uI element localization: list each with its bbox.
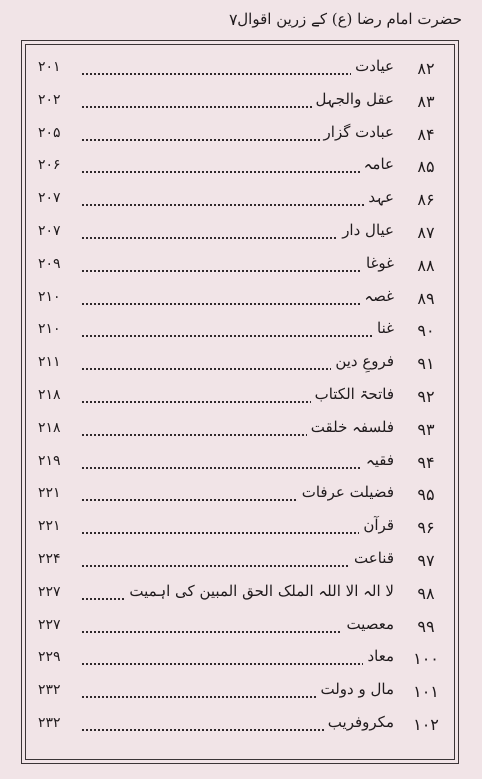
page-reference: ۲۲۹: [38, 649, 61, 666]
page-reference: ۲۱۸: [38, 419, 61, 436]
page-reference: ۲۳۲: [38, 714, 61, 731]
entry-number: ۹۱: [417, 354, 435, 374]
dot-leader: [82, 204, 392, 206]
entry-number: ۹۹: [417, 616, 435, 636]
toc-row: [22, 610, 458, 643]
dot-leader: [82, 663, 392, 665]
toc-row: [22, 577, 458, 610]
page-reference: ۲۳۲: [38, 682, 61, 699]
page-reference: ۲۱۱: [38, 354, 61, 371]
entry-title: عیال دار: [338, 221, 394, 239]
toc-row: [22, 675, 458, 708]
entry-number: ۱۰۱: [413, 682, 439, 702]
dot-leader: [82, 303, 392, 305]
page-header: [0, 8, 482, 32]
toc-row: [22, 249, 458, 282]
entry-title: معصیت: [342, 615, 394, 633]
entry-title: مال و دولت: [316, 680, 394, 698]
page-reference: ۲۱۸: [38, 386, 61, 403]
contents-frame: [21, 40, 459, 764]
toc-row: [22, 511, 458, 544]
toc-row: [22, 446, 458, 479]
entry-number: ۹۴: [417, 452, 435, 472]
page-reference: ۲۰۲: [38, 91, 61, 108]
page-reference: ۲۲۴: [38, 550, 61, 567]
entry-title: معاد: [363, 647, 394, 665]
page-reference: ۲۰۹: [38, 255, 61, 272]
dot-leader: [82, 565, 392, 567]
toc-row: [22, 52, 458, 85]
toc-row: [22, 216, 458, 249]
entry-number: ۱۰۰: [413, 649, 439, 669]
toc-row: [22, 380, 458, 413]
toc-row: [22, 708, 458, 741]
entry-title: فاتحۃ الکتاب: [311, 385, 394, 403]
running-title: حضرت امام رضا (ع) کے زرین اقوال: [237, 10, 462, 28]
entry-title: قرآن: [359, 516, 394, 534]
page-reference: ۲۲۷: [38, 616, 61, 633]
entry-title: قناعت: [350, 549, 394, 567]
entry-number: ۸۶: [417, 190, 435, 210]
entry-title: غنا: [373, 319, 394, 337]
dot-leader: [82, 270, 392, 272]
toc-row: [22, 413, 458, 446]
entry-title: غصہ: [360, 287, 394, 305]
entry-title: عبادت گزار: [320, 123, 394, 141]
page-reference: ۲۲۷: [38, 583, 61, 600]
toc-row: [22, 282, 458, 315]
toc-row: [22, 118, 458, 151]
page-reference: ۲۰۷: [38, 222, 61, 239]
toc-row: [22, 85, 458, 118]
page-reference: ۲۲۱: [38, 518, 61, 535]
toc-row: [22, 183, 458, 216]
entry-title: عہد: [364, 188, 394, 206]
entry-number: ۱۰۲: [413, 714, 439, 734]
entry-title: عیادت: [351, 57, 394, 75]
entry-number: ۸۲: [417, 59, 435, 78]
entry-number: ۸۵: [417, 157, 435, 177]
toc-row: [22, 544, 458, 577]
page-reference: ۲۲۱: [38, 485, 61, 502]
entry-title: لا الہ الا اللہ الملک الحق المبین کی اہمیت: [125, 582, 394, 600]
dot-leader: [82, 467, 392, 469]
entry-number: ۹۳: [417, 419, 435, 439]
toc-row: [22, 642, 458, 675]
page-number: ۷: [229, 10, 238, 29]
dot-leader: [82, 335, 392, 337]
entry-number: ۹۵: [417, 485, 435, 505]
page-reference: ۲۱۰: [38, 288, 61, 305]
dot-leader: [82, 532, 392, 534]
entry-title: فروعِ دین: [331, 352, 394, 370]
entry-number: ۸۸: [417, 255, 435, 275]
entry-title: مکروفریب: [324, 713, 394, 731]
dot-leader: [82, 73, 392, 75]
entry-title: فضیلت عرفات: [298, 483, 394, 501]
toc-row: [22, 478, 458, 511]
toc-row: [22, 314, 458, 347]
toc-row: [22, 150, 458, 183]
toc-row: [22, 347, 458, 380]
entry-title: عقل والجہل: [312, 90, 394, 108]
entry-number: ۸۳: [417, 91, 435, 111]
entry-number: ۹۶: [417, 518, 435, 538]
entry-number: ۹۰: [417, 321, 435, 341]
page-reference: ۲۰۶: [38, 157, 61, 174]
page-reference: ۲۱۹: [38, 452, 61, 469]
page-reference: ۲۰۵: [38, 124, 61, 141]
toc-list: [22, 52, 458, 741]
page-reference: ۲۰۱: [38, 59, 61, 75]
entry-number: ۸۴: [417, 124, 435, 144]
page-reference: ۲۰۷: [38, 190, 61, 207]
entry-number: ۸۷: [417, 222, 435, 242]
entry-number: ۹۸: [417, 583, 435, 603]
dot-leader: [82, 171, 392, 173]
entry-title: فلسفہ خلقت: [307, 418, 394, 436]
entry-number: ۹۷: [417, 550, 435, 570]
entry-number: ۹۲: [417, 386, 435, 406]
entry-number: ۸۹: [417, 288, 435, 308]
entry-title: عامہ: [360, 155, 394, 173]
entry-title: فقیہ: [362, 451, 394, 469]
page-reference: ۲۱۰: [38, 321, 61, 338]
entry-title: غوغا: [362, 254, 394, 272]
